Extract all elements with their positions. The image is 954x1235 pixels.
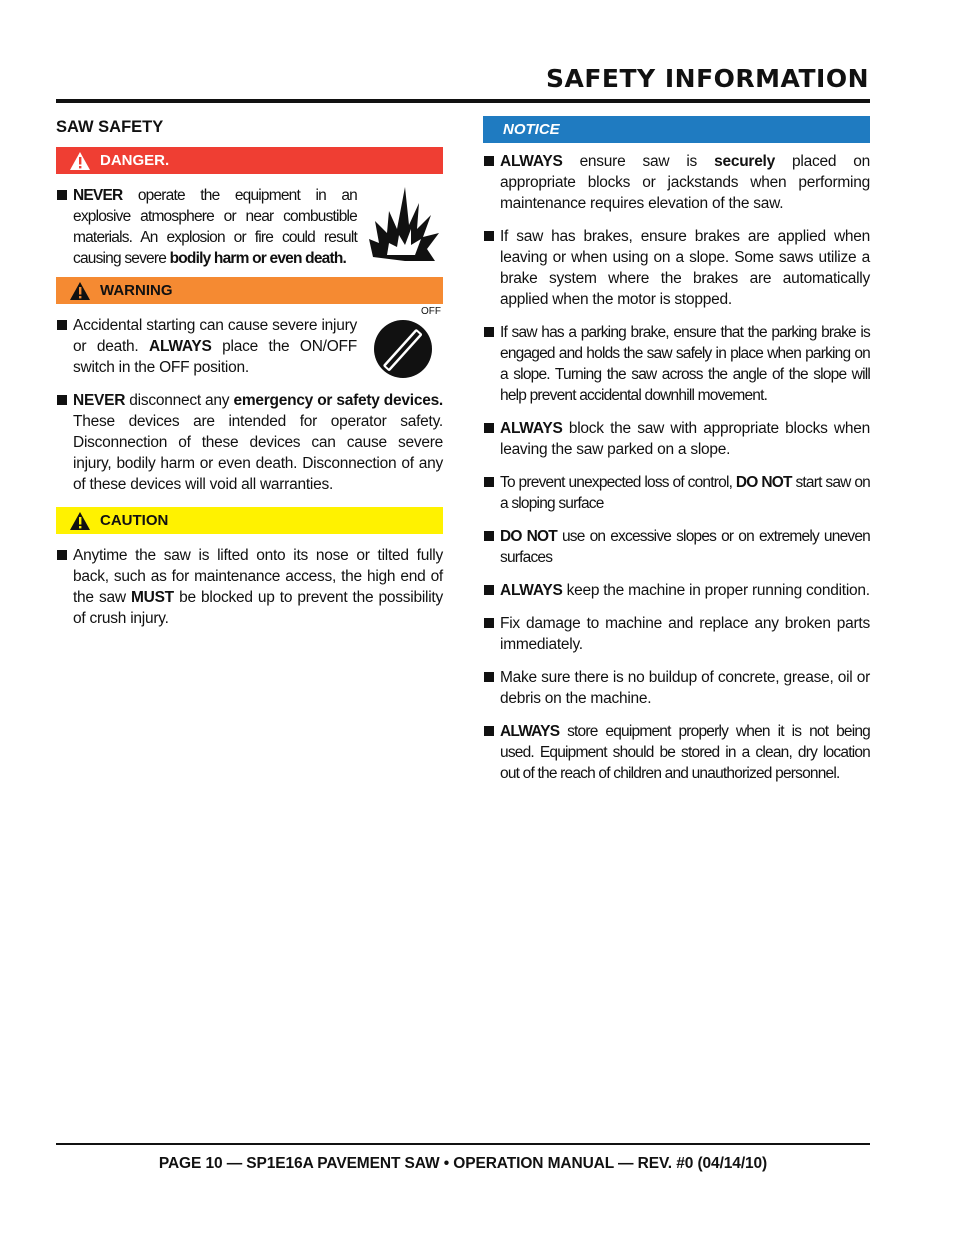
- notice-banner: [483, 116, 870, 143]
- bullet-square: [484, 423, 494, 433]
- switch-figure: [367, 306, 443, 384]
- caution-banner: [56, 507, 443, 534]
- item-text: be blocked up to prevent the possibility of crush injury.: [73, 589, 443, 627]
- bullet-square: [484, 672, 494, 682]
- item-text: These devices are intended for operator safety. Disconnection of these devices can cause severe injury, bodily harm or even death. Disconnection of any of these devices will void all warranties.: [73, 413, 443, 493]
- notice-item: DO NOT use on excessive slopes or on extremely uneven surfaces: [483, 526, 870, 568]
- notice-item: ALWAYS ensure saw is securely placed on appropriate blocks or jackstands when performing maintenance requires elevation of the saw.: [483, 151, 870, 214]
- emphasis-text: NEVER: [73, 392, 126, 409]
- right-column: [483, 115, 870, 796]
- warning-triangle-icon: [69, 511, 91, 531]
- notice-item: If saw has brakes, ensure brakes are applied when leaving or when using on a slope. Some saws utilize a brake system where the brakes are automatically applied when the motor is stopped.: [483, 226, 870, 310]
- bullet-square: [484, 726, 494, 736]
- item-text: Anytime the saw is lifted onto its nose or tilted fully back, such as for maintenance access, the high end of the saw: [73, 547, 443, 606]
- page-title: SAFETY INFORMATION: [546, 64, 869, 93]
- notice-item: ALWAYS store equipment properly when it is not being used. Equipment should be stored in a clean, dry location out of the reach of children and unauthorized personnel.: [483, 721, 870, 784]
- warning-item-2: [56, 390, 443, 495]
- emphasis-text: bodily harm or even death.: [169, 250, 347, 267]
- notice-label: NOTICE: [503, 121, 560, 138]
- bullet-square: [484, 231, 494, 241]
- footer-rule: [56, 1143, 870, 1145]
- bullet-square: [57, 320, 67, 330]
- warning-triangle-icon: [69, 281, 91, 301]
- bullet-square: [484, 531, 494, 541]
- bullet-square: [484, 585, 494, 595]
- page-footer: PAGE 10 — SP1E16A PAVEMENT SAW • OPERATION MANUAL — REV. #0 (04/14/10): [158, 1155, 768, 1172]
- notice-item: To prevent unexpected loss of control, DO NOT start saw on a sloping surface: [483, 472, 870, 514]
- bullet-square: [57, 550, 67, 560]
- emphasis-text: NEVER: [73, 187, 123, 204]
- notice-item: Make sure there is no buildup of concrete, grease, oil or debris on the machine.: [483, 667, 870, 709]
- switch-off-label: OFF: [421, 306, 441, 317]
- notice-item: If saw has a parking brake, ensure that the parking brake is engaged and holds the saw safely in place when parking on a slope. Turning the saw across the angle of the slope will help prevent accidental downhill movement.: [483, 322, 870, 406]
- item-text: disconnect any: [125, 392, 234, 409]
- danger-banner: [56, 147, 443, 174]
- warning-item: [56, 315, 357, 378]
- item-text: place the ON/OFF switch in the OFF position.: [73, 338, 357, 376]
- warning-triangle-icon: [69, 151, 91, 171]
- danger-block: [56, 185, 443, 277]
- section-heading: SAW SAFETY: [56, 118, 164, 136]
- bullet-square: [57, 395, 67, 405]
- notice-item: ALWAYS keep the machine in proper running condition.: [483, 580, 870, 601]
- danger-label: DANGER.: [100, 152, 170, 169]
- danger-item: [56, 185, 357, 269]
- bullet-square: [57, 190, 67, 200]
- item-text: Accidental starting can cause severe injury or death.: [73, 317, 357, 355]
- bullet-square: [484, 327, 494, 337]
- header-rule: [56, 99, 870, 103]
- caution-label: CAUTION: [100, 512, 169, 529]
- warning-banner: [56, 277, 443, 304]
- emphasis-text: ALWAYS: [149, 338, 212, 355]
- warning-block: [56, 306, 443, 388]
- bullet-square: [484, 618, 494, 628]
- emphasis-text: MUST: [130, 589, 174, 606]
- explosion-icon: [365, 185, 443, 267]
- on-off-switch-icon: [367, 317, 439, 379]
- caution-item: [56, 545, 443, 629]
- item-text: operate the equipment in an explosive atmosphere or near combustible materials. An explosion or fire could result causing severe: [73, 187, 357, 267]
- warning-label: WARNING: [100, 282, 173, 299]
- bullet-square: [484, 477, 494, 487]
- notice-item: Fix damage to machine and replace any broken parts immediately.: [483, 613, 870, 655]
- notice-item: ALWAYS block the saw with appropriate blocks when leaving the saw parked on a slope.: [483, 418, 870, 460]
- bullet-square: [484, 156, 494, 166]
- emphasis-text: emergency or safety devices.: [233, 392, 443, 409]
- left-column: [56, 115, 443, 641]
